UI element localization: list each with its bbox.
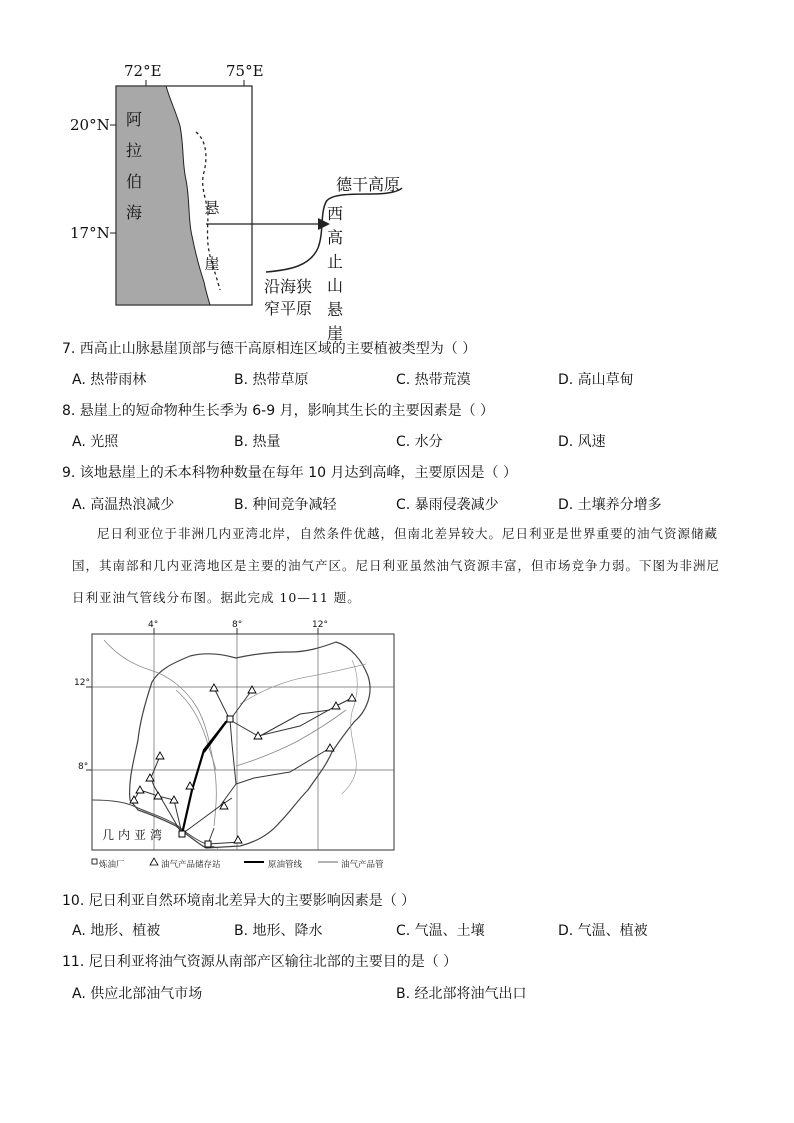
legend-refinery: 炼油厂 bbox=[99, 860, 125, 870]
coastal-plain-label-2: 窄平原 bbox=[264, 299, 313, 318]
q10-option-a: A. 地形、植被 bbox=[72, 923, 161, 939]
q10-option-c: C. 气温、土壤 bbox=[396, 923, 485, 939]
q7-option-b: B. 热带草原 bbox=[234, 372, 309, 388]
lon-label-4: 4° bbox=[148, 620, 159, 630]
q8-option-b: B. 热量 bbox=[234, 434, 281, 450]
q9-option-a: A. 高温热浪减少 bbox=[72, 497, 175, 513]
q8-option-d: D. 风速 bbox=[558, 434, 606, 450]
deccan-plateau-label: 德干高原 bbox=[336, 175, 401, 194]
lat-label-20n: 20°N bbox=[70, 116, 110, 134]
legend-product-pipeline: 油气产品管 bbox=[341, 860, 384, 870]
question-10-stem: 10. 尼日利亚自然环境南北差异大的主要影响因素是（ ） bbox=[62, 893, 416, 909]
nigeria-passage: 尼日利亚位于非洲几内亚湾北岸，自然条件优越，但南北差异较大。尼日利亚是世界重要的油气资源储藏国，其南部和几内亚湾地区是主要的油气产区。尼日利亚虽然油气资源丰富，但市场竞争力弱。下图为非洲尼日利亚油气管线分布图。据此完成 10—11 题。 bbox=[72, 526, 721, 605]
lon-label-72e: 72°E bbox=[124, 62, 162, 80]
lon-label-75e: 75°E bbox=[226, 62, 264, 80]
q7-option-d: D. 高山草甸 bbox=[558, 372, 634, 388]
question-9-stem: 9. 该地悬崖上的禾本科物种数量在每年 10 月达到高峰，主要原因是（ ） bbox=[62, 465, 517, 481]
q11-option-b: B. 经北部将油气出口 bbox=[396, 986, 527, 1002]
arabian-sea-label: 阿拉伯海 bbox=[125, 110, 142, 222]
legend-storage-station: 油气产品储存站 bbox=[161, 860, 221, 870]
q9-option-b: B. 种间竞争减轻 bbox=[234, 497, 337, 513]
question-8-stem: 8. 悬崖上的短命物种生长季为 6-9 月，影响其生长的主要因素是（ ） bbox=[62, 403, 495, 419]
lon-label-12: 12° bbox=[312, 620, 328, 630]
coastal-plain-label-1: 沿海狭 bbox=[264, 277, 313, 296]
q7-option-c: C. 热带荒漠 bbox=[396, 372, 471, 388]
gulf-of-guinea-label: 几内亚湾 bbox=[102, 828, 167, 842]
lat-label-12: 12° bbox=[74, 678, 90, 688]
lat-label-17n: 17°N bbox=[70, 224, 110, 242]
lon-label-8: 8° bbox=[232, 620, 243, 630]
question-7-stem: 7. 西高止山脉悬崖顶部与德干高原相连区域的主要植被类型为（ ） bbox=[62, 341, 477, 357]
q7-option-a: A. 热带雨林 bbox=[72, 372, 147, 388]
lat-label-8: 8° bbox=[78, 762, 89, 772]
question-11-stem: 11. 尼日利亚将油气资源从南部产区输往北部的主要目的是（ ） bbox=[62, 954, 458, 970]
q10-option-d: D. 气温、植被 bbox=[558, 923, 648, 939]
q8-option-c: C. 水分 bbox=[396, 434, 443, 450]
cliff-label: 悬崖 bbox=[204, 199, 220, 273]
q10-option-b: B. 地形、降水 bbox=[234, 923, 323, 939]
q9-option-d: D. 土壤养分增多 bbox=[558, 497, 662, 513]
legend-crude-pipeline: 原油管线 bbox=[268, 860, 303, 870]
q8-option-a: A. 光照 bbox=[72, 434, 119, 450]
western-ghats-label: 西高止山悬崖 bbox=[326, 204, 343, 343]
q11-option-a: A. 供应北部油气市场 bbox=[72, 986, 203, 1002]
q9-option-c: C. 暴雨侵袭减少 bbox=[396, 497, 499, 513]
